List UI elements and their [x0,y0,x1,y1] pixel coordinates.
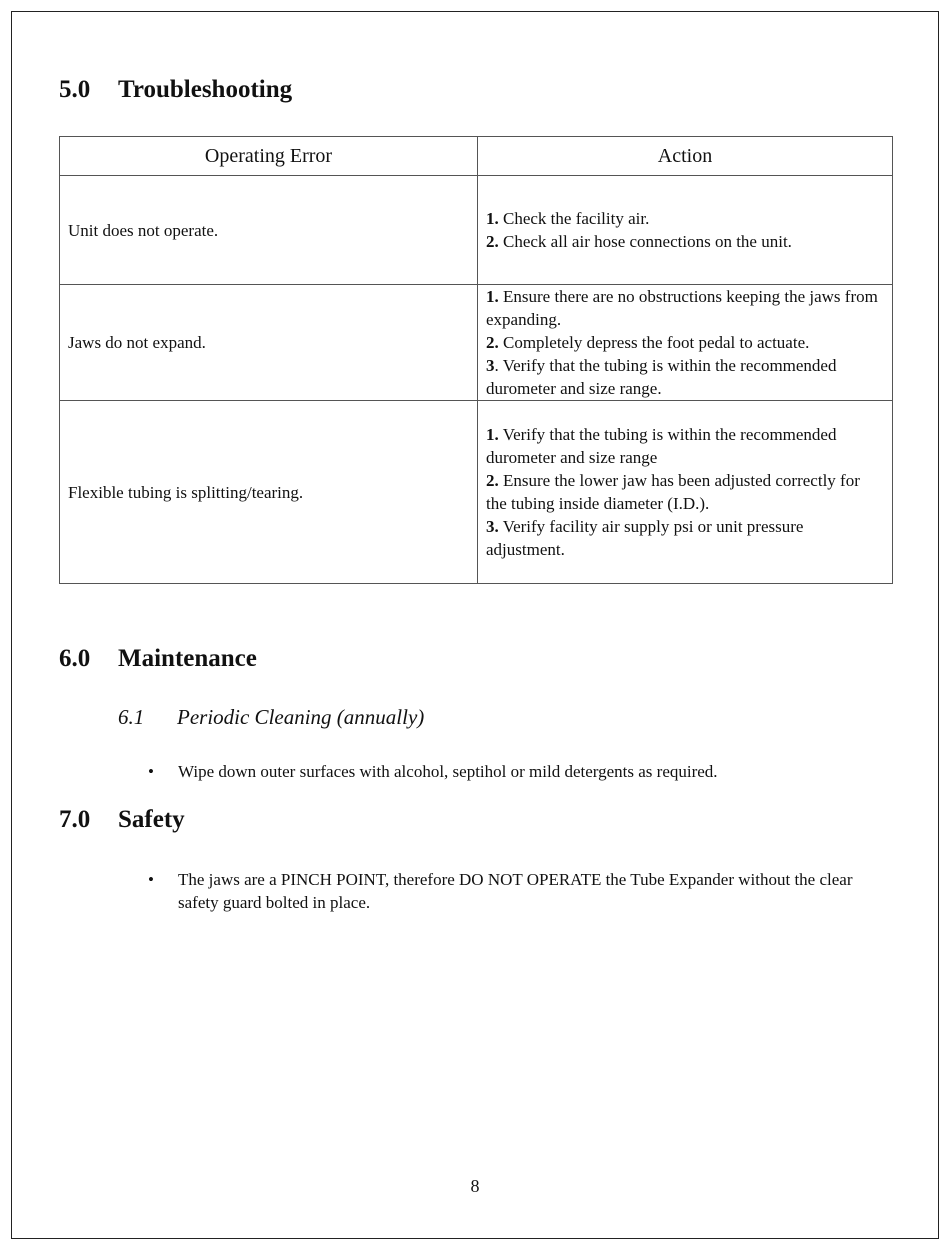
action-cell [478,285,893,401]
step-number: 1. [486,287,499,306]
troubleshooting-table [59,136,893,584]
bullet-item [148,868,868,914]
action-cell [478,401,893,584]
action-step [486,230,884,253]
page-number: 8 [470,1176,480,1196]
section-heading-safety [59,806,185,834]
section-number: 5.0 [59,76,91,103]
action-step [486,354,884,400]
table-header-row [60,137,893,176]
step-text: Completely depress the foot pedal to actuate. [498,333,810,352]
step-text: Check all air hose connections on the unit. [498,232,792,251]
section-title: Safety [118,806,185,833]
step-text: . Verify that the tubing is within the recommended durometer and size range. [486,356,837,398]
section-heading-troubleshooting [59,76,292,104]
section-title: Troubleshooting [118,76,293,103]
step-text: Check the facility air. [498,209,650,228]
action-step [486,331,884,354]
bullet-glyph: • [148,870,154,889]
column-header-action: Action [478,137,893,176]
action-step [486,469,884,515]
step-number: 3. [486,517,499,536]
section-heading-maintenance [59,645,257,673]
action-step [486,207,884,230]
step-text: Verify facility air supply psi or unit pressure adjustment. [486,517,804,559]
section-number: 6.0 [59,645,91,672]
section-number: 7.0 [59,806,91,833]
subsection-number: 6.1 [118,705,145,729]
action-step [486,423,884,469]
table-row [60,176,893,285]
step-text: Ensure the lower jaw has been adjusted correctly for the tubing inside diameter (I.D.). [486,471,860,513]
table-row [60,285,893,401]
subsection-title: Periodic Cleaning (annually) [177,705,425,729]
step-number: 1. [486,425,499,444]
bullet-text: Wipe down outer surfaces with alcohol, septihol or mild detergents as required. [178,762,718,781]
subsection-heading-periodic-cleaning [118,705,424,730]
bullet-text: The jaws are a PINCH POINT, therefore DO NOT OPERATE the Tube Expander without the clear safety guard bolted in place. [178,870,853,912]
bullet-item [148,760,868,783]
step-number: 2. [486,232,499,251]
step-text: Ensure there are no obstructions keeping the jaws from expanding. [486,287,878,329]
action-cell [478,176,893,285]
error-cell: Unit does not operate. [60,176,478,285]
step-number: 2. [486,333,499,352]
action-step [486,515,884,561]
step-number: 1. [486,209,499,228]
section-title: Maintenance [118,645,257,672]
table-row [60,401,893,584]
action-step [486,285,884,331]
step-text: Verify that the tubing is within the recommended durometer and size range [486,425,837,467]
error-cell: Jaws do not expand. [60,285,478,401]
error-cell: Flexible tubing is splitting/tearing. [60,401,478,584]
column-header-operating-error: Operating Error [60,137,478,176]
step-number: 3 [486,356,495,375]
step-number: 2. [486,471,499,490]
bullet-glyph: • [148,762,154,781]
